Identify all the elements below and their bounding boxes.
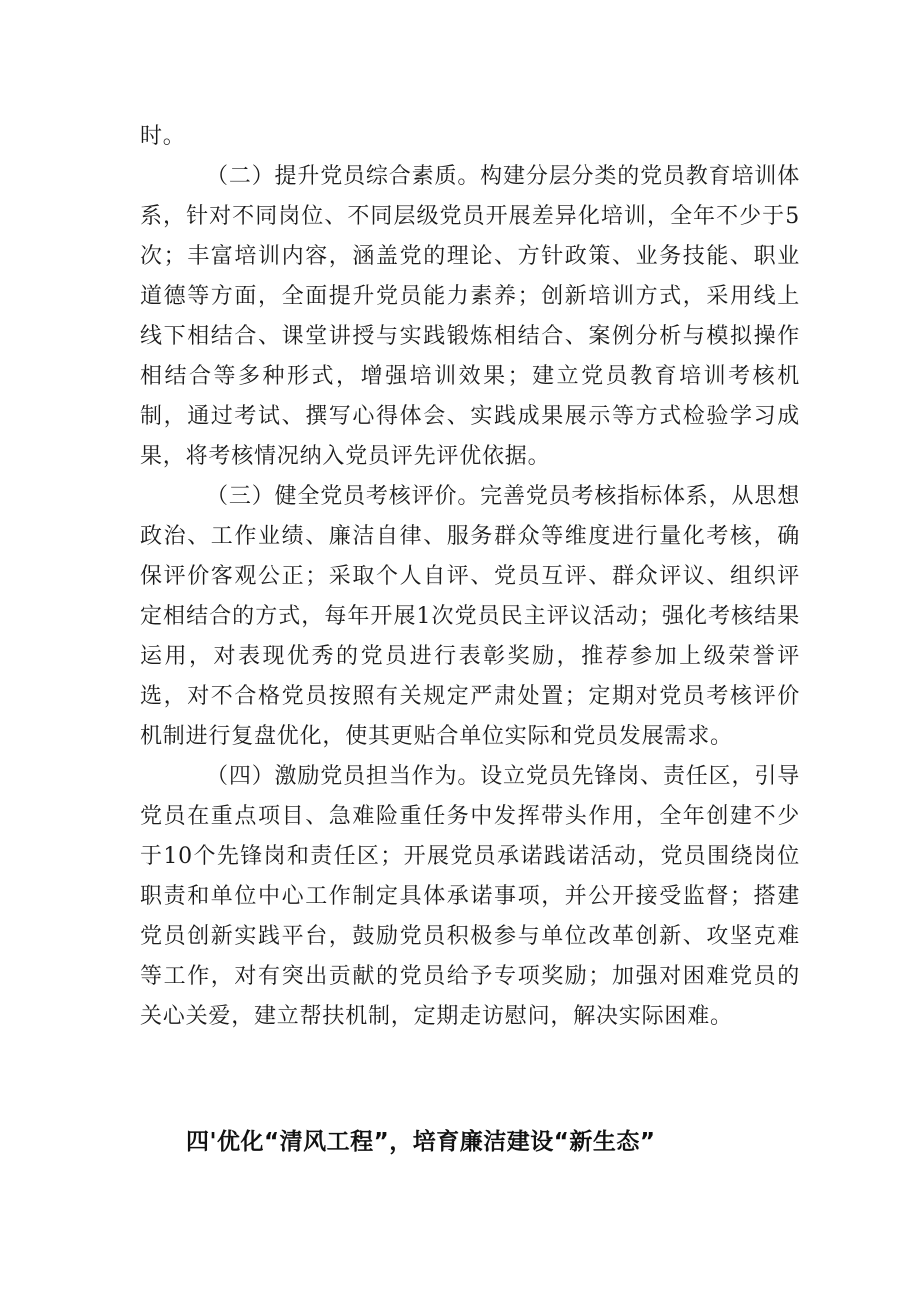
- continuation-text: 时。: [140, 124, 186, 149]
- section-heading: 四'优化“清风工程”，培育廉洁建设“新生态”: [186, 1129, 656, 1155]
- paragraph-3: （三）健全党员考核评价。完善党员考核指标体系，从思想政治、工作业绩、廉洁自律、服务群众等维度进行量化考核，确保评价客观公正；采取个人自评、党员互评、群众评议、组织评定相结合的方式，每年开展1次党员民主评议活动；强化考核结果运用，对表现优秀的党员进行表彰奖励，推荐参加上级荣誉评选，对不合格党员按照有关规定严肃处置；定期对党员考核评价机制进行复盘优化，使其更贴合单位实际和党员发展需求。: [140, 484, 800, 749]
- document-body: [140, 117, 800, 1037]
- paragraph-2: （二）提升党员综合素质。构建分层分类的党员教育培训体系，针对不同岗位、不同层级党员开展差异化培训，全年不少于5次；丰富培训内容，涵盖党的理论、方针政策、业务技能、职业道德等方面，全面提升党员能力素养；创新培训方式，采用线上线下相结合、课堂讲授与实践锻炼相结合、案例分析与模拟操作相结合等多种形式，增强培训效果；建立党员教育培训考核机制，通过考试、撰写心得体会、实践成果展示等方式检验学习成果，将考核情况纳入党员评先评优依据。: [140, 164, 800, 469]
- paragraph-4: （四）激励党员担当作为。设立党员先锋岗、责任区，引导党员在重点项目、急难险重任务中发挥带头作用，全年创建不少于10个先锋岗和责任区；开展党员承诺践诺活动，党员围绕岗位职责和单位中心工作制定具体承诺事项，并公开接受监督；搭建党员创新实践平台，鼓励党员积极参与单位改革创新、攻坚克难等工作，对有突出贡献的党员给予专项奖励；加强对困难党员的关心关爱，建立帮扶机制，定期走访慰问，解决实际困难。: [140, 764, 800, 1029]
